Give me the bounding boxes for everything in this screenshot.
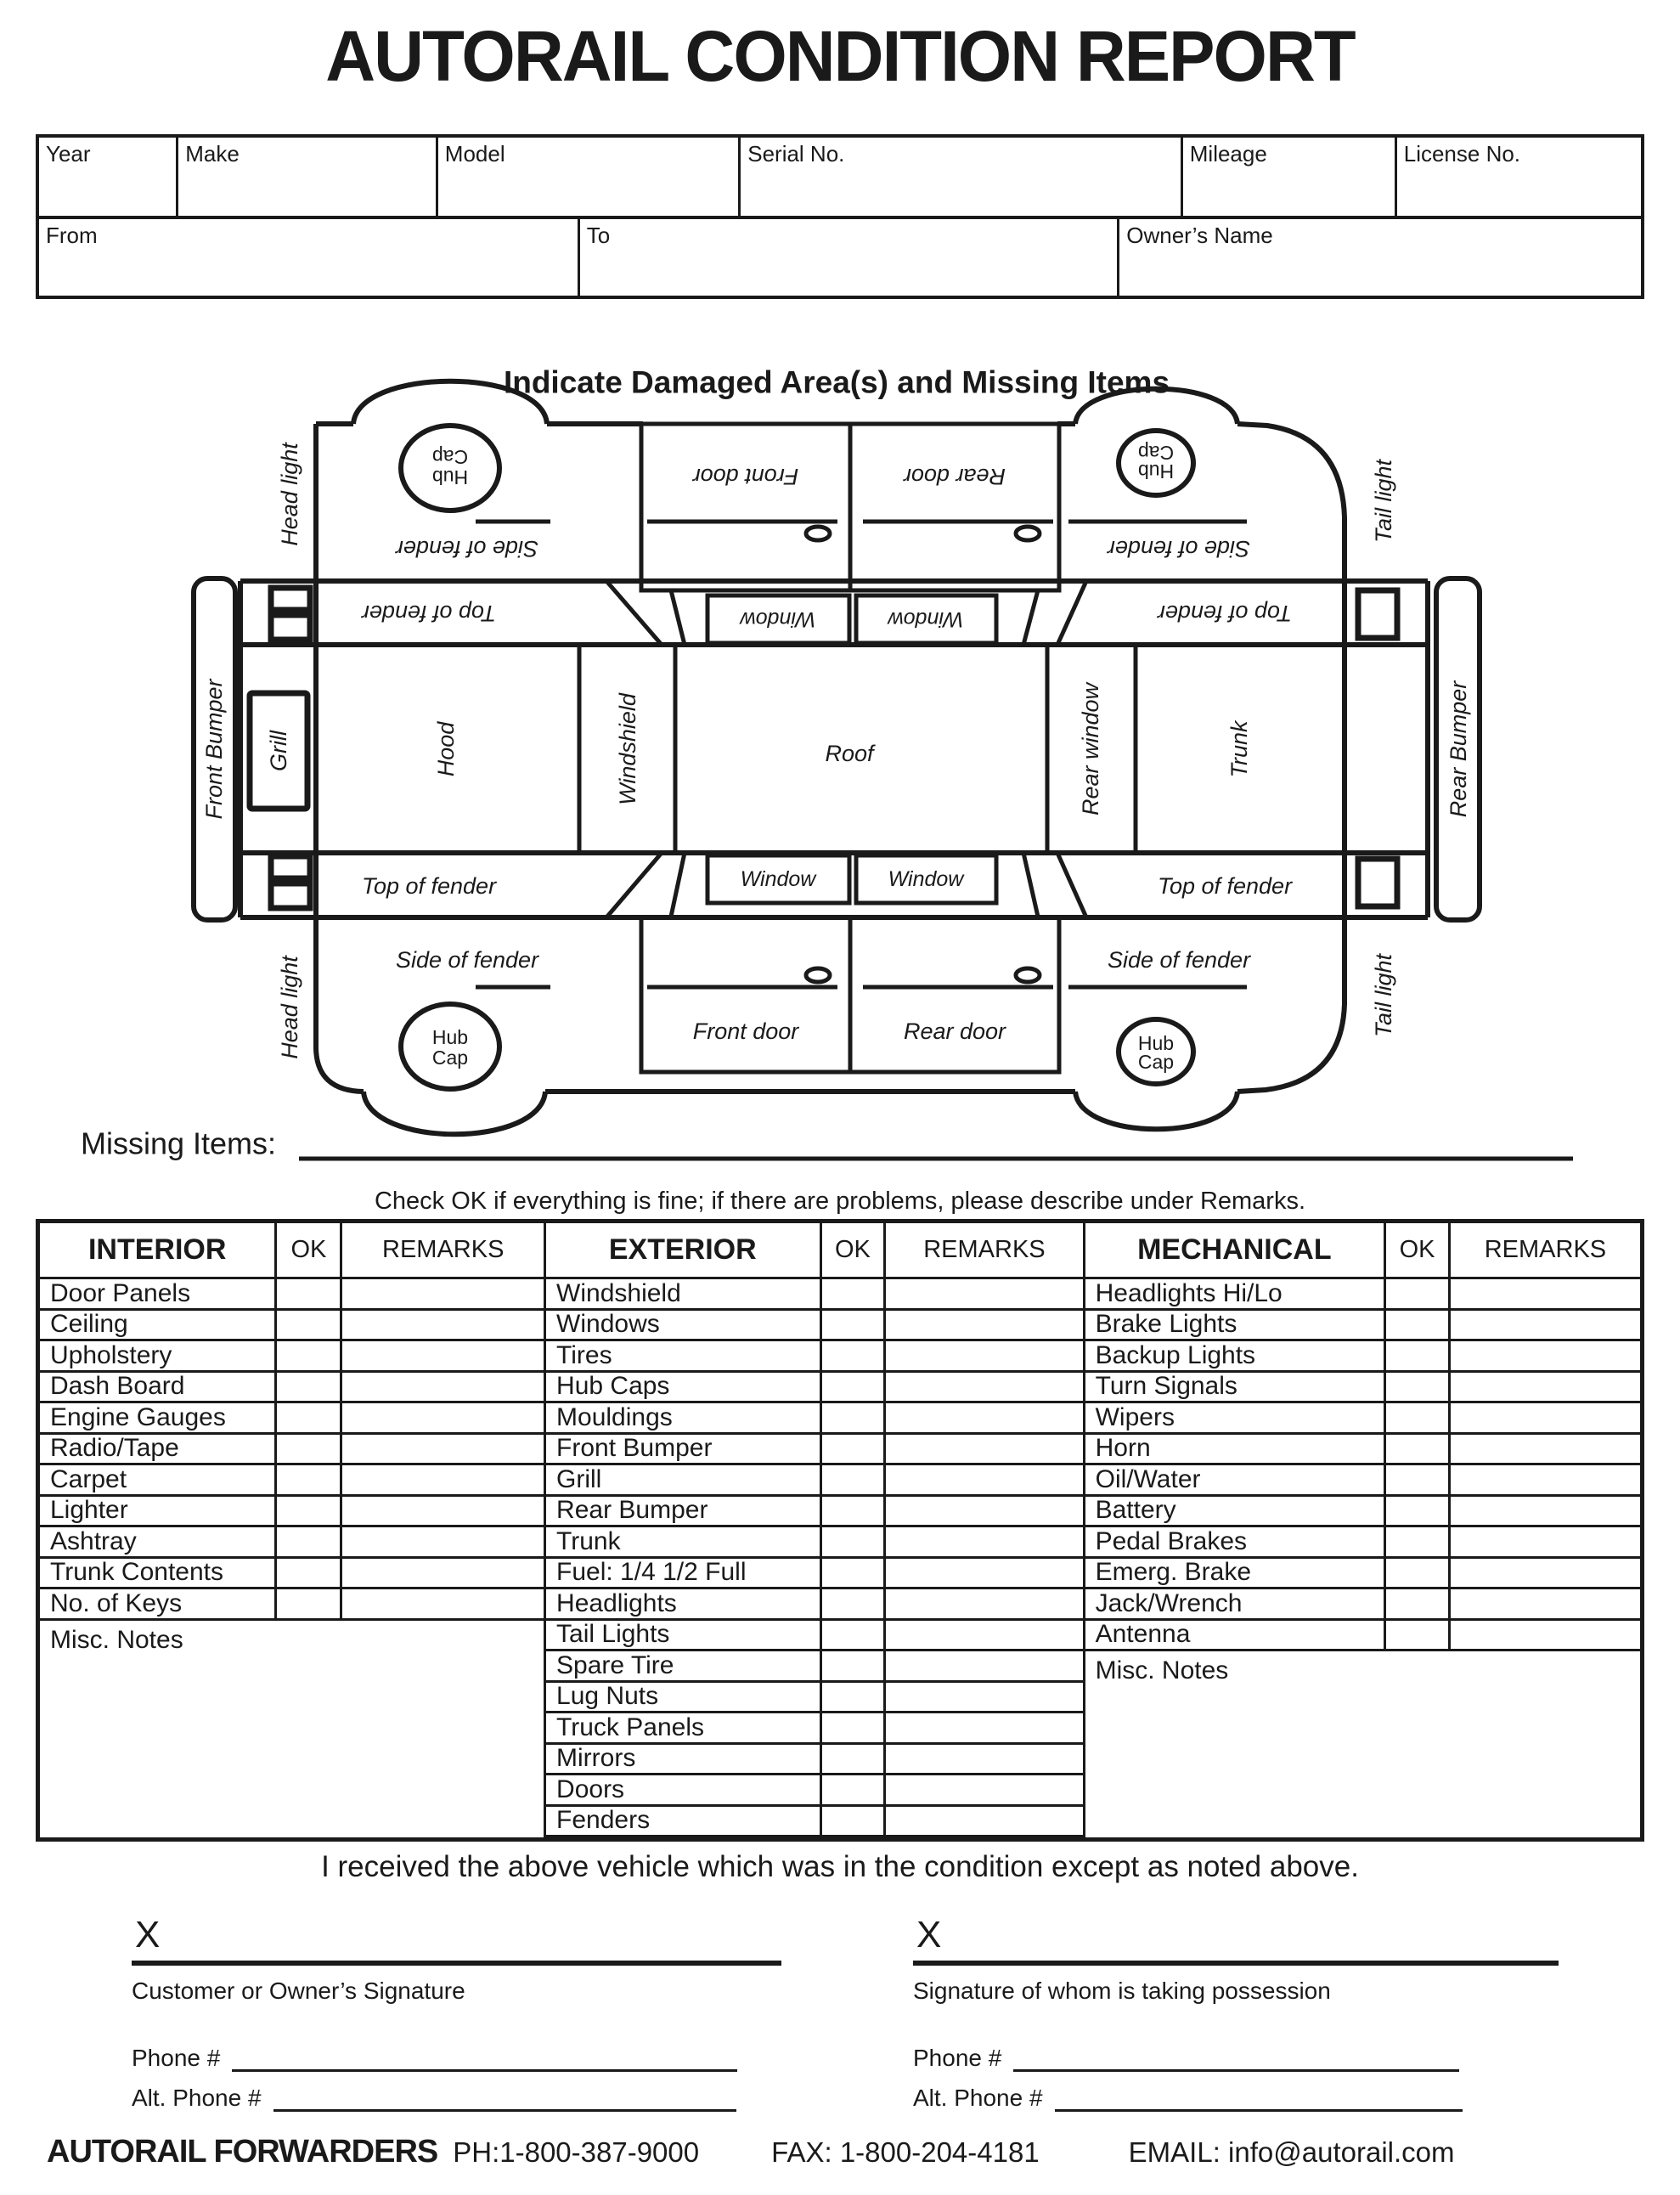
checklist-row — [546, 1621, 1083, 1652]
field-model-label: Model — [444, 141, 505, 166]
checklist-row — [1085, 1403, 1640, 1435]
section-mechanical — [1083, 1223, 1640, 1837]
remarks-cell[interactable] — [1448, 1527, 1640, 1556]
remarks-cell[interactable] — [340, 1311, 544, 1340]
section-rows — [1085, 1279, 1640, 1651]
item-label: Emerg. Brake — [1095, 1558, 1252, 1587]
checklist-row — [1085, 1279, 1640, 1311]
checklist-row — [546, 1589, 1083, 1621]
headlight-box-lower-2 — [271, 883, 310, 908]
tail-light-upper-label: Tail light — [1371, 459, 1396, 544]
ok-cell[interactable] — [274, 1559, 340, 1588]
field-from[interactable] — [39, 219, 578, 296]
ok-cell[interactable] — [1384, 1589, 1448, 1618]
checklist-row — [40, 1497, 544, 1528]
possessor-x-mark: X — [916, 1914, 942, 1955]
remarks-cell[interactable] — [883, 1497, 1082, 1526]
possessor-alt-phone-label: Alt. Phone # — [913, 2085, 1043, 2111]
upper-window-2-label: Window — [888, 607, 964, 631]
roof-label: Roof — [825, 741, 874, 766]
lower-right-wheel-arch — [1075, 1092, 1237, 1129]
ok-cell[interactable] — [820, 1435, 884, 1464]
vehicle-info-row-1 — [39, 138, 1641, 216]
interior-header: INTERIOR — [87, 1233, 227, 1266]
checklist-row — [546, 1373, 1083, 1404]
ok-cell[interactable] — [274, 1465, 340, 1494]
checklist-row — [546, 1403, 1083, 1435]
checklist-row — [40, 1435, 544, 1466]
item-label: Headlights — [556, 1589, 677, 1617]
lower-left-top-of-fender-label: Top of fender — [361, 873, 497, 899]
tail-light-lower-label: Tail light — [1371, 953, 1396, 1038]
checklist-row — [546, 1683, 1083, 1714]
item-label: Spare Tire — [556, 1651, 674, 1679]
item-label: Carpet — [50, 1465, 127, 1493]
upper-window-1-label: Window — [740, 607, 816, 631]
remarks-cell[interactable] — [1448, 1311, 1640, 1340]
upper-right-corner — [1237, 424, 1345, 581]
head-light-upper-label: Head light — [277, 443, 302, 546]
ok-cell[interactable] — [274, 1589, 340, 1618]
upper-rear-door-handle — [1016, 527, 1040, 540]
possessor-signature-block — [913, 1913, 1559, 2112]
field-serial-no[interactable] — [738, 138, 1181, 216]
front-bumper-label: Front Bumper — [201, 679, 227, 820]
ok-column-header: OK — [1384, 1223, 1448, 1277]
page-title: AUTORAIL CONDITION REPORT — [325, 16, 1355, 96]
upper-left-top-of-fender-label: Top of fender — [361, 601, 497, 626]
ok-cell[interactable] — [1384, 1497, 1448, 1526]
misc-notes-area[interactable]: Misc. Notes — [50, 1625, 183, 1654]
item-label: Mirrors — [556, 1744, 636, 1773]
lower-front-door-handle — [806, 968, 830, 982]
section-rows — [40, 1279, 544, 1621]
damage-diagram[interactable] — [0, 347, 1680, 1176]
upper-rear-door-label: Rear door — [903, 464, 1006, 489]
checklist-row — [40, 1403, 544, 1435]
footer-phone: PH:1-800-387-9000 — [453, 2136, 700, 2168]
field-owners-name-label: Owner’s Name — [1126, 223, 1273, 248]
possessor-phone-input-line[interactable] — [1013, 2068, 1459, 2072]
ok-cell[interactable] — [820, 1527, 884, 1556]
checklist-row — [1085, 1497, 1640, 1528]
customer-signature-label: Customer or Owner’s Signature — [132, 1978, 465, 2004]
exterior-header: EXTERIOR — [608, 1233, 757, 1266]
remarks-cell[interactable] — [883, 1279, 1082, 1308]
item-label: Battery — [1095, 1496, 1176, 1525]
taillight-box-upper — [1358, 590, 1397, 638]
item-label: Jack/Wrench — [1095, 1589, 1243, 1617]
hood-label: Hood — [433, 721, 459, 777]
upper-right-side-of-fender-label: Side of fender — [1107, 536, 1251, 561]
hub-cap-upper-left-label: HubCap — [431, 446, 469, 488]
item-label: Pedal Brakes — [1095, 1527, 1248, 1555]
field-make-label: Make — [185, 141, 240, 166]
ok-cell[interactable] — [274, 1341, 340, 1370]
windshield-label: Windshield — [615, 693, 640, 805]
checklist-row — [40, 1589, 544, 1621]
acknowledgement-text: I received the above vehicle which was in the condition except as noted above. — [321, 1850, 1359, 1883]
customer-signature-line[interactable] — [132, 1957, 781, 1966]
mechanical-header: MECHANICAL — [1137, 1233, 1332, 1266]
ok-cell[interactable] — [1384, 1373, 1448, 1402]
upper-left-side-of-fender-label: Side of fender — [395, 536, 539, 561]
misc-notes-area[interactable]: Misc. Notes — [1095, 1656, 1229, 1684]
ok-cell[interactable] — [820, 1279, 884, 1308]
checklist-row — [1085, 1435, 1640, 1466]
lower-left-side-of-fender-label: Side of fender — [395, 947, 539, 973]
ok-cell[interactable] — [1384, 1311, 1448, 1340]
car-left-edge — [316, 424, 364, 1092]
lower-rear-door-label: Rear door — [903, 1019, 1006, 1044]
remarks-cell[interactable] — [1448, 1621, 1640, 1650]
checklist-row — [40, 1311, 544, 1342]
possessor-phone-label: Phone # — [913, 2045, 1002, 2071]
remarks-cell[interactable] — [1448, 1589, 1640, 1618]
ok-cell[interactable] — [820, 1651, 884, 1680]
item-label: Doors — [556, 1775, 625, 1803]
item-label: Ceiling — [50, 1310, 128, 1339]
remarks-cell[interactable] — [883, 1775, 1082, 1804]
field-license-no[interactable] — [1395, 138, 1641, 216]
field-serial-no-label: Serial No. — [747, 141, 845, 166]
head-light-lower-label: Head light — [277, 956, 302, 1059]
checklist-row — [40, 1527, 544, 1559]
item-label: Dash Board — [50, 1372, 185, 1401]
remarks-cell[interactable] — [340, 1435, 544, 1464]
item-label: Truck Panels — [556, 1713, 704, 1741]
ok-cell[interactable] — [820, 1745, 884, 1774]
ok-cell[interactable] — [274, 1403, 340, 1432]
ok-cell[interactable] — [1384, 1435, 1448, 1464]
item-label: Turn Signals — [1095, 1372, 1237, 1401]
checklist-row — [546, 1527, 1083, 1559]
remarks-cell[interactable] — [883, 1341, 1082, 1370]
condition-report-form — [0, 16, 1680, 2195]
checklist-row — [546, 1341, 1083, 1373]
upper-front-door-handle — [806, 527, 830, 540]
item-label: Tail Lights — [556, 1620, 670, 1649]
checklist-row — [546, 1559, 1083, 1590]
field-year-label: Year — [46, 141, 91, 166]
checklist-instruction: Check OK if everything is fine; if there are problems, please describe under Remarks. — [374, 1188, 1306, 1215]
lower-front-door-label: Front door — [692, 1019, 799, 1044]
customer-phone-label: Phone # — [132, 2045, 221, 2071]
item-label: Door Panels — [50, 1279, 191, 1307]
possessor-phone-area — [913, 2032, 1559, 2112]
checklist-row — [1085, 1559, 1640, 1590]
remarks-cell[interactable] — [883, 1807, 1082, 1836]
vehicle-info-table — [36, 134, 1644, 299]
field-license-no-label: License No. — [1403, 141, 1521, 166]
remarks-cell[interactable] — [883, 1683, 1082, 1712]
remarks-cell[interactable] — [883, 1311, 1082, 1340]
ok-cell[interactable] — [274, 1527, 340, 1556]
ok-cell[interactable] — [1384, 1527, 1448, 1556]
ok-cell[interactable] — [820, 1373, 884, 1402]
upper-right-top-of-fender-label: Top of fender — [1157, 601, 1293, 626]
lower-right-top-of-fender-label: Top of fender — [1157, 873, 1293, 899]
remarks-cell[interactable] — [883, 1589, 1082, 1618]
checklist-row — [1085, 1341, 1640, 1373]
checklist-row — [546, 1279, 1083, 1311]
remarks-cell[interactable] — [1448, 1559, 1640, 1588]
remarks-cell[interactable] — [340, 1465, 544, 1494]
item-label: Tires — [556, 1341, 612, 1369]
remarks-cell[interactable] — [340, 1559, 544, 1588]
footer — [36, 2134, 1644, 2170]
field-model[interactable] — [436, 138, 738, 216]
headlight-box-upper-1 — [271, 588, 310, 610]
ok-cell[interactable] — [820, 1775, 884, 1804]
remarks-cell[interactable] — [1448, 1497, 1640, 1526]
possessor-signature-line[interactable] — [913, 1957, 1559, 1966]
trunk-label: Trunk — [1226, 720, 1252, 778]
item-label: Lug Nuts — [556, 1682, 659, 1711]
section-rows — [546, 1279, 1083, 1837]
hub-cap-upper-right-label: HubCap — [1137, 442, 1175, 482]
field-mileage-label: Mileage — [1189, 141, 1267, 166]
remarks-cell[interactable] — [1448, 1403, 1640, 1432]
rear-bumper-label: Rear Bumper — [1446, 680, 1471, 818]
possessor-alt-phone-input-line[interactable] — [1055, 2108, 1463, 2112]
remarks-cell[interactable] — [883, 1403, 1082, 1432]
checklist-row — [40, 1465, 544, 1497]
lower-side-view — [364, 917, 1345, 1134]
field-owners-name[interactable] — [1117, 219, 1641, 296]
remarks-cell[interactable] — [1448, 1373, 1640, 1402]
customer-phone-input-line[interactable] — [232, 2068, 737, 2072]
item-label: Trunk — [556, 1527, 621, 1555]
signature-area — [0, 1913, 1680, 2112]
missing-items — [81, 1126, 1573, 1161]
item-label: Upholstery — [50, 1341, 172, 1369]
item-label: Radio/Tape — [50, 1434, 179, 1463]
item-label: Grill — [556, 1465, 602, 1493]
ok-cell[interactable] — [820, 1497, 884, 1526]
footer-email: EMAIL: info@autorail.com — [1128, 2136, 1455, 2168]
remarks-cell[interactable] — [1448, 1341, 1640, 1370]
checklist-row — [1085, 1373, 1640, 1404]
remarks-cell[interactable] — [340, 1341, 544, 1370]
item-label: Windshield — [556, 1279, 681, 1307]
ok-cell[interactable] — [820, 1807, 884, 1836]
item-label: Oil/Water — [1095, 1465, 1201, 1493]
checklist-row — [546, 1745, 1083, 1776]
lower-window-2-label: Window — [888, 867, 964, 891]
checklist-row — [1085, 1465, 1640, 1497]
checklist-row — [40, 1341, 544, 1373]
item-label: Fenders — [556, 1806, 651, 1835]
ok-cell[interactable] — [274, 1435, 340, 1464]
remarks-cell[interactable] — [883, 1527, 1082, 1556]
item-label: Brake Lights — [1095, 1310, 1237, 1339]
ok-cell[interactable] — [1384, 1403, 1448, 1432]
ok-cell[interactable] — [1384, 1465, 1448, 1494]
field-to-label: To — [586, 223, 611, 248]
lower-right-corner — [1237, 917, 1345, 1092]
checklist-row — [1085, 1621, 1640, 1652]
item-label: No. of Keys — [50, 1589, 183, 1617]
taillight-box-lower — [1358, 859, 1397, 906]
remarks-cell[interactable] — [340, 1589, 544, 1618]
checklist-row — [40, 1559, 544, 1590]
vehicle-info-row-2 — [39, 216, 1641, 296]
company-name: AUTORAIL FORWARDERS — [47, 2134, 438, 2170]
headlight-box-upper-2 — [271, 615, 310, 640]
checklist-row — [546, 1807, 1083, 1838]
remarks-cell[interactable] — [1448, 1279, 1640, 1308]
checklist-row — [546, 1651, 1083, 1683]
field-year[interactable] — [39, 138, 176, 216]
item-label: Fuel: 1/4 1/2 Full — [556, 1558, 747, 1587]
remarks-cell[interactable] — [340, 1403, 544, 1432]
remarks-cell[interactable] — [883, 1651, 1082, 1680]
checklist-row — [546, 1311, 1083, 1342]
checklist-row — [546, 1775, 1083, 1807]
section-header — [40, 1223, 544, 1279]
remarks-cell[interactable] — [340, 1527, 544, 1556]
section-header — [1085, 1223, 1640, 1279]
item-label: Front Bumper — [556, 1434, 713, 1463]
checklist-row — [546, 1497, 1083, 1528]
section-header — [546, 1223, 1083, 1279]
ok-cell[interactable] — [1384, 1279, 1448, 1308]
item-label: Wipers — [1095, 1403, 1175, 1431]
lower-window-1-label: Window — [740, 867, 816, 891]
checklist-row — [1085, 1589, 1640, 1621]
hub-cap-lower-left-label: Hub Cap — [431, 1026, 469, 1069]
item-label: Windows — [556, 1310, 660, 1339]
grill-label: Grill — [266, 731, 291, 771]
customer-alt-phone-input-line[interactable] — [273, 2108, 736, 2112]
ok-column-header: OK — [820, 1223, 884, 1277]
item-label: Antenna — [1095, 1620, 1191, 1649]
item-label: Hub Caps — [556, 1372, 670, 1401]
checklist-row — [40, 1279, 544, 1311]
remarks-cell[interactable] — [883, 1713, 1082, 1742]
item-label: Lighter — [50, 1496, 128, 1525]
customer-alt-phone-label: Alt. Phone # — [132, 2085, 262, 2111]
remarks-cell[interactable] — [883, 1465, 1082, 1494]
diagram-heading: Indicate Damaged Area(s) and Missing Items — [503, 364, 1170, 400]
lower-rear-door-handle — [1016, 968, 1040, 982]
checklist-row — [546, 1465, 1083, 1497]
checklist-row — [1085, 1311, 1640, 1342]
ok-cell[interactable] — [274, 1497, 340, 1526]
item-label: Ashtray — [50, 1527, 137, 1555]
checklist-row — [40, 1373, 544, 1404]
remarks-cell[interactable] — [340, 1497, 544, 1526]
ok-cell[interactable] — [274, 1279, 340, 1308]
section-interior — [40, 1223, 544, 1837]
ok-cell[interactable] — [274, 1311, 340, 1340]
remarks-cell[interactable] — [1448, 1435, 1640, 1464]
checklist-row — [1085, 1527, 1640, 1559]
ok-cell[interactable] — [820, 1683, 884, 1712]
lower-right-side-of-fender-label: Side of fender — [1107, 947, 1251, 973]
ok-cell[interactable] — [274, 1373, 340, 1402]
ok-column-header: OK — [274, 1223, 340, 1277]
upper-front-door-label: Front door — [692, 464, 799, 489]
ok-cell[interactable] — [820, 1713, 884, 1742]
item-label: Backup Lights — [1095, 1341, 1256, 1369]
remarks-cell[interactable] — [1448, 1465, 1640, 1494]
item-label: Mouldings — [556, 1403, 673, 1431]
ok-cell[interactable] — [820, 1403, 884, 1432]
remarks-cell[interactable] — [883, 1559, 1082, 1588]
ok-cell[interactable] — [820, 1465, 884, 1494]
item-label: Headlights Hi/Lo — [1095, 1279, 1283, 1307]
remarks-column-header: REMARKS — [1448, 1223, 1640, 1277]
field-mileage[interactable] — [1181, 138, 1395, 216]
remarks-cell[interactable] — [883, 1745, 1082, 1774]
remarks-column-header: REMARKS — [340, 1223, 544, 1277]
remarks-cell[interactable] — [340, 1279, 544, 1308]
ok-cell[interactable] — [1384, 1341, 1448, 1370]
plan-view — [194, 442, 1480, 1059]
lower-left-wheel-arch — [364, 1092, 545, 1134]
ok-cell[interactable] — [1384, 1621, 1448, 1650]
customer-signature-block — [132, 1913, 781, 2112]
field-make[interactable] — [176, 138, 436, 216]
field-to[interactable] — [578, 219, 1118, 296]
headlight-box-lower-1 — [271, 856, 310, 878]
footer-fax: FAX: 1-800-204-4181 — [771, 2136, 1040, 2168]
section-exterior — [544, 1223, 1083, 1837]
checklist-table — [36, 1219, 1644, 1842]
checklist-row — [546, 1713, 1083, 1745]
checklist-row — [546, 1435, 1083, 1466]
remarks-cell[interactable] — [883, 1373, 1082, 1402]
remarks-cell[interactable] — [340, 1373, 544, 1402]
hub-cap-lower-right-label: Hub Cap — [1137, 1032, 1175, 1073]
rear-window-label: Rear window — [1078, 682, 1103, 816]
ok-cell[interactable] — [820, 1621, 884, 1650]
remarks-column-header: REMARKS — [883, 1223, 1082, 1277]
customer-phone-area — [132, 2032, 781, 2112]
item-label: Horn — [1095, 1434, 1151, 1463]
item-label: Rear Bumper — [556, 1496, 708, 1525]
item-label: Engine Gauges — [50, 1403, 226, 1431]
customer-x-mark: X — [135, 1914, 161, 1955]
remarks-cell[interactable] — [883, 1621, 1082, 1650]
remarks-cell[interactable] — [883, 1435, 1082, 1464]
ok-cell[interactable] — [820, 1589, 884, 1618]
ok-cell[interactable] — [820, 1559, 884, 1588]
possessor-signature-label: Signature of whom is taking possession — [913, 1978, 1331, 2004]
missing-items-label: Missing Items: — [81, 1126, 277, 1161]
item-label: Trunk Contents — [50, 1558, 223, 1587]
ok-cell[interactable] — [820, 1341, 884, 1370]
field-from-label: From — [46, 223, 98, 248]
ok-cell[interactable] — [820, 1311, 884, 1340]
ok-cell[interactable] — [1384, 1559, 1448, 1588]
